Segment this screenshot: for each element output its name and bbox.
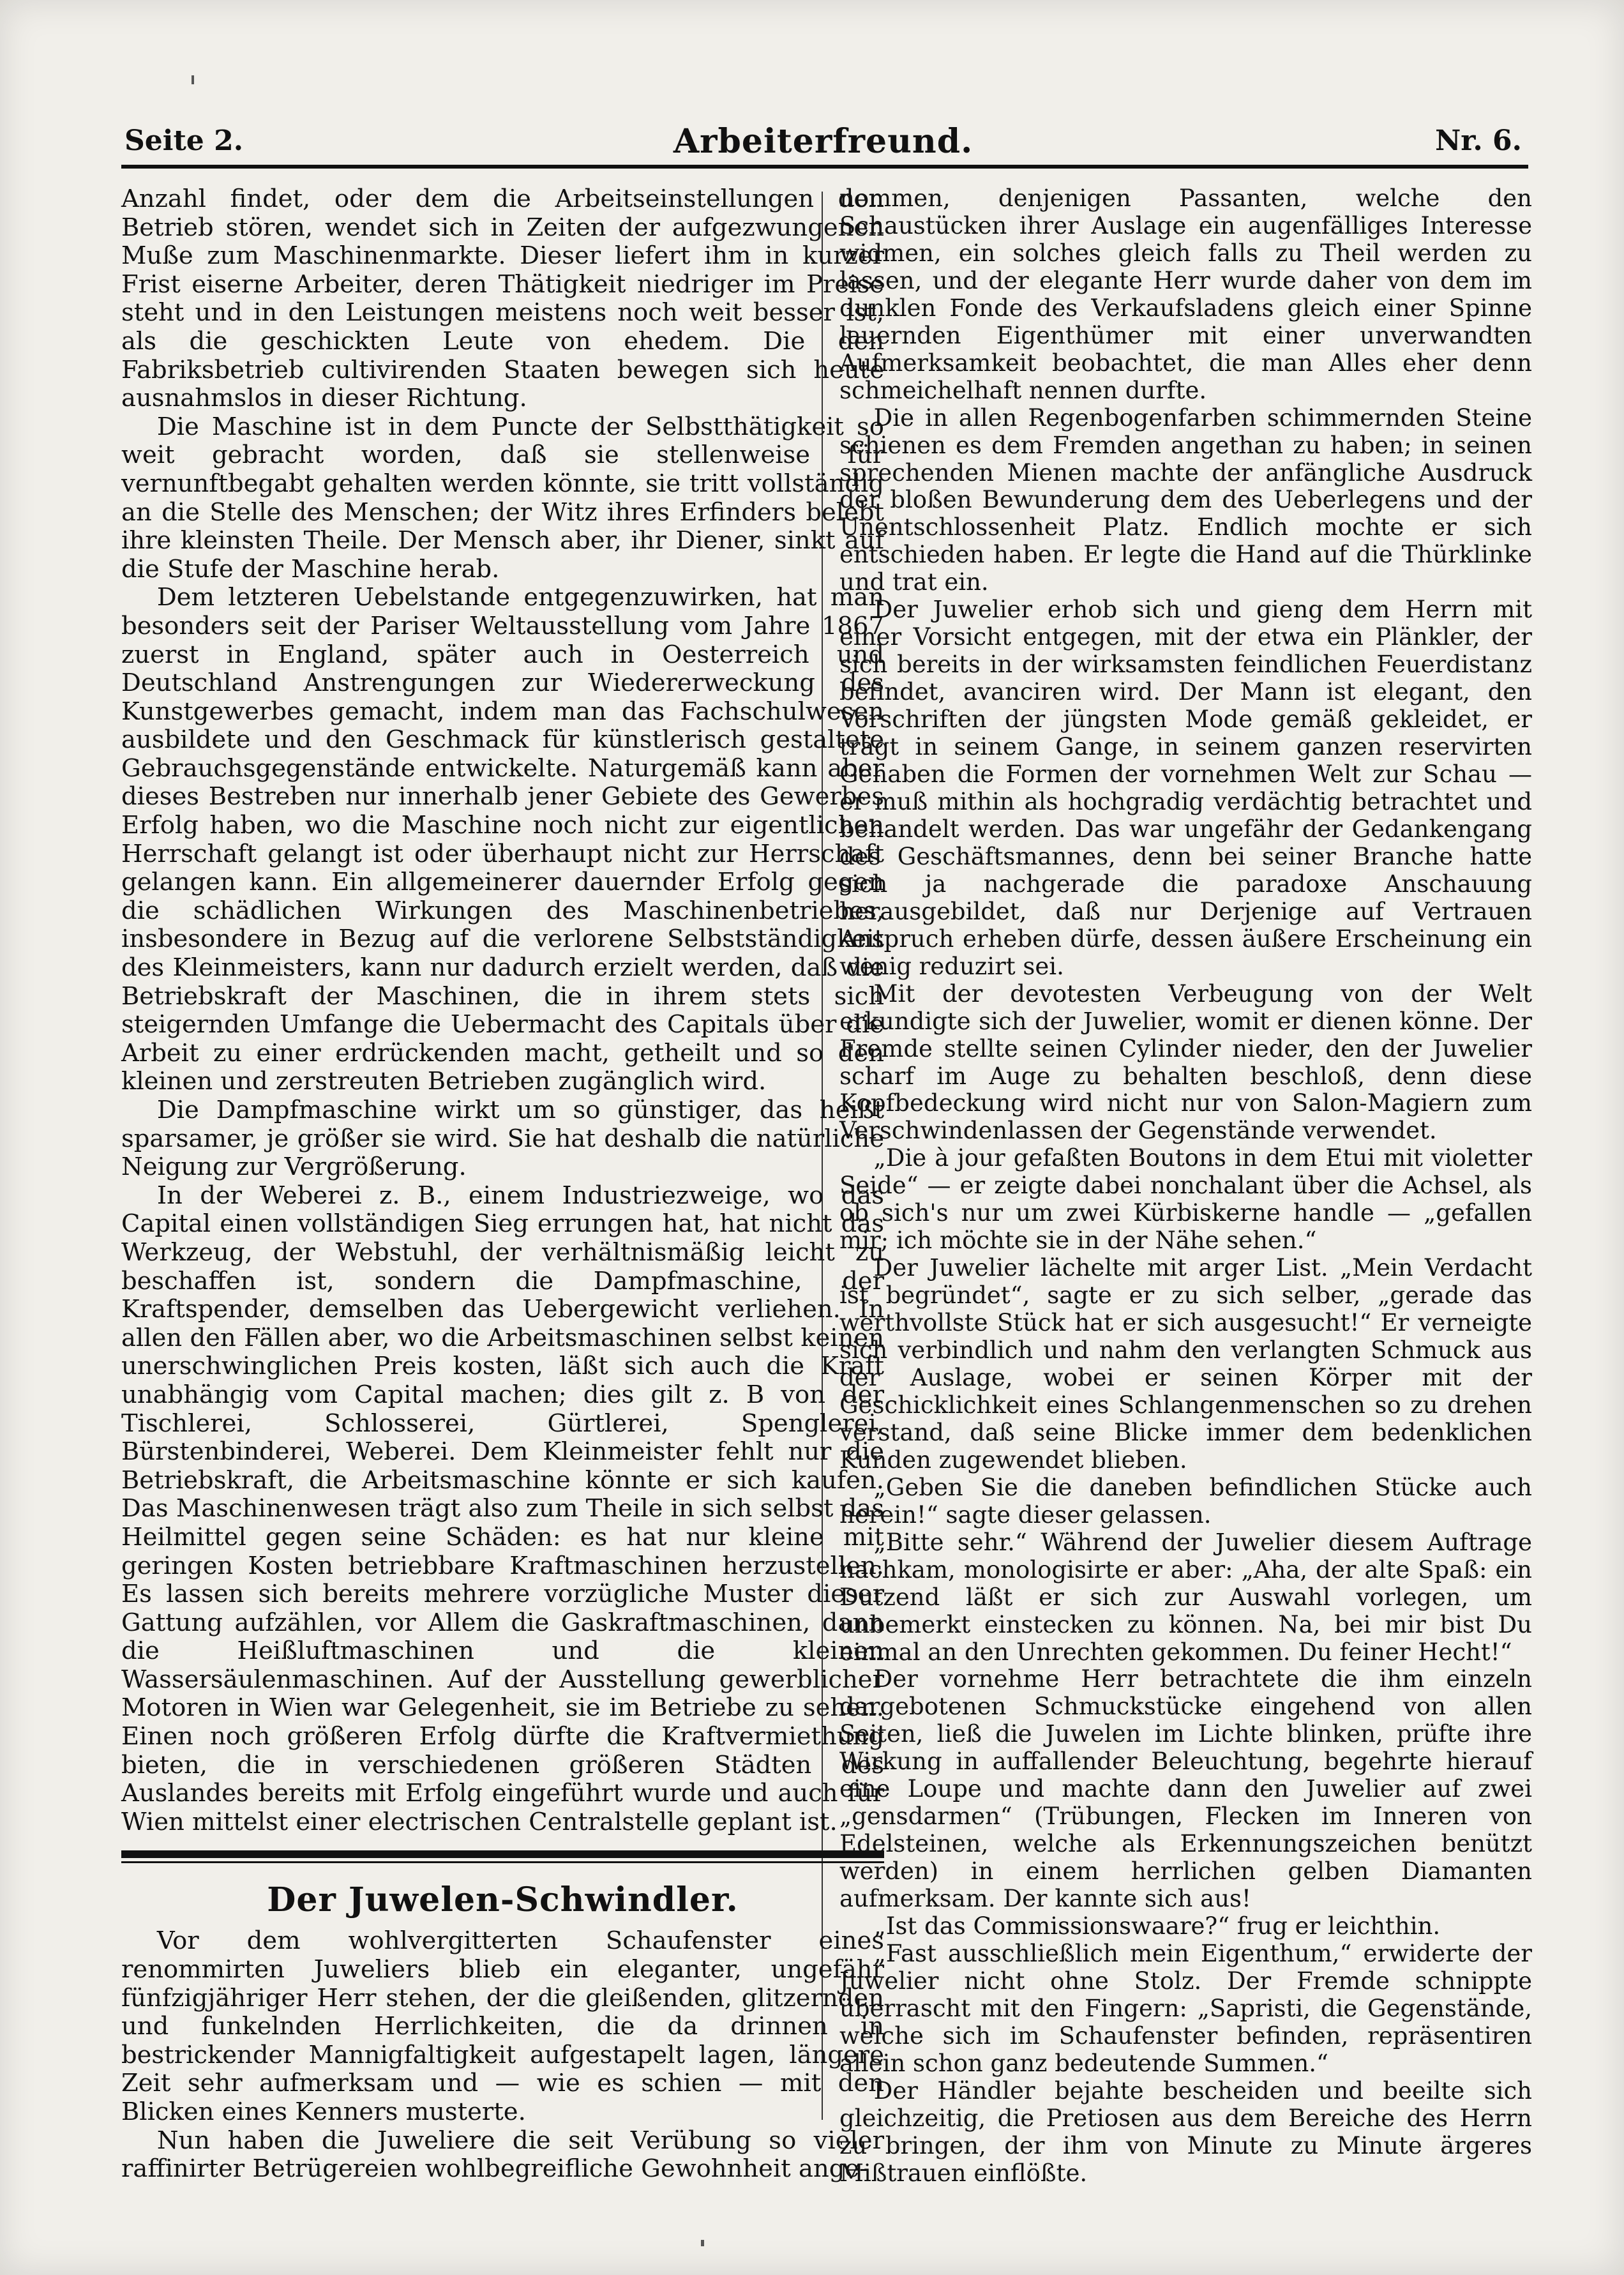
right-column — [839, 185, 1532, 2188]
paragraph: „Ist das Commissionswaare?“ frug er leichthin. — [873, 1912, 1441, 1940]
paragraph: Der Juwelier lächelte mit arger List. „Mein Verdacht ist begründet“, sagte er zu sich selber, „gerade das werthvollste Stück hat er sich ausgesucht!“ Er verneigte sich verbindlich und nahm den verlangten Schmuck aus der Auslage, wobei er seinen Körper mit der Geschicklichkeit eines Schlangenmenschen so zu drehen verstand, daß seine Blicke immer dem bedenklichen Kunden zugewendet blieben. — [839, 1254, 1532, 1474]
left-column — [121, 185, 884, 2184]
page-number: Seite 2. — [124, 125, 244, 157]
paragraph: Die Maschine ist in dem Puncte der Selbstthätigkeit so weit gebracht worden, daß sie stellenweise für vernunftbegabt gehalten werden könnte, sie tritt vollständig an die Stelle des Menschen; der Witz ihres Erfinders belebt ihre kleinsten Theile. Der Mensch aber, ihr Diener, sinkt auf die Stufe der Maschine herab. — [121, 412, 884, 584]
paragraph: „Geben Sie die daneben befindlichen Stücke auch herein!“ sagte dieser gelassen. — [839, 1473, 1532, 1529]
paragraph: Der Händler bejahte bescheiden und beeilte sich gleichzeitig, die Pretiosen aus dem Bereiche des Herrn zu bringen, der ihm von Minute zu Minute ärgeres Mißtrauen einflößte. — [839, 2076, 1532, 2187]
paragraph: In der Weberei z. B., einem Industriezweige, wo das Capital einen vollständigen Sieg errungen hat, hat nicht das Werkzeug, der Webstuhl, der verhältnismäßig leicht zu beschaffen ist, sondern die Dampfmaschine, der Kraftspender, demselben das Uebergewicht verliehen. In allen den Fällen aber, wo die Arbeitsmaschinen selbst keinen unerschwinglichen Preis kosten, läßt sich auch die Kraft unabhängig vom Capital machen; dies gilt z. B von der Tischlerei, Schlosserei, Gürtlerei, Spenglerei, Bürstenbinderei, Weberei. Dem Kleinmeister fehlt nur die Betriebskraft, die Arbeitsmaschine könnte er sich kaufen. Das Maschinenwesen trägt also zum Theile in sich selbst das Heilmittel gegen seine Schäden: es hat nur kleine mit geringen Kosten betriebbare Kraftmaschinen herzustellen. Es lassen sich bereits mehrere vorzügliche Muster dieser Gattung aufzählen, vor Allem die Gaskraftmaschinen, dann die Heißluftmaschinen und die kleinen Wassersäulenmaschinen. Auf der Ausstellung gewerblicher Motoren in Wien war Gelegenheit, sie im Betriebe zu sehen. Einen noch größeren Erfolg dürfte die Kraftvermiethung bieten, die in verschiedenen größeren Städten des Auslandes bereits mit Erfolg eingeführt wurde und auch für Wien mittelst einer electrischen Centralstelle geplant ist. — [121, 1181, 885, 1836]
paragraph: „Bitte sehr.“ Während der Juwelier diesem Auftrage nachkam, monologisirte er aber: „Aha, der alte Spaß: ein Dutzend läßt er sich zur Auswahl vorlegen, um unbemerkt einstecken zu können. Na, bei mir bist Du einmal an den Unrechten gekommen. Du feiner Hecht!“ — [839, 1528, 1532, 1666]
scan-speck — [192, 75, 194, 84]
paragraph: Nun haben die Juweliere die seit Verübung so vieler raffinirter Betrügereien wohlbegreifliche Gewohnheit ange- — [121, 2126, 884, 2184]
paragraph: nommen, denjenigen Passanten, welche den Schaustücken ihrer Auslage ein augenfälliges Interesse widmen, ein solches gleich falls zu Theil werden zu lassen, und der elegante Herr wurde daher von dem im dunklen Fonde des Verkaufsladens gleich einer Spinne lauernden Eigenthümer mit einer unverwandten Aufmerksamkeit beobachtet, die man Alles eher denn schmeichelhaft nennen durfte. — [839, 185, 1532, 404]
paragraph: Mit der devotesten Verbeugung von der Welt erkundigte sich der Juwelier, womit er dienen könne. Der Fremde stellte seinen Cylinder nieder, den der Juwelier scharf im Auge zu behalten beschloß, denn diese Kopfbedeckung wird nicht nur von Salon-Magiern zum Verschwindenlassen der Gegenstände verwendet. — [839, 979, 1532, 1145]
paragraph: „Fast ausschließlich mein Eigenthum,“ erwiderte der Juwelier nicht ohne Stolz. Der Fremde schnippte überrascht mit den Fingern: „Sapristi, die Gegenstände, welche sich im Schaufenster befinden, repräsentiren allein schon ganz bedeutende Summen.“ — [839, 1940, 1532, 2077]
paragraph: Der vornehme Herr betrachtete die ihm einzeln dargebotenen Schmuckstücke eingehend von allen Seiten, ließ die Juwelen im Lichte blinken, prüfte ihre Wirkung in auffallender Beleuchtung, begehrte hierauf eine Loupe und machte dann den Juwelier auf zwei „gensdarmen“ (Trübungen, Flecken im Inneren von Edelsteinen, welche als Erkennungszeichen benützt werden) in einem herrlichen gelben Diamanten aufmerksam. Der kannte sich aus! — [839, 1665, 1532, 1913]
issue-number: Nr. 6. — [1435, 125, 1522, 157]
header-rule — [121, 165, 1528, 169]
section-divider — [121, 1850, 884, 1863]
article-title: Der Juwelen-Schwindler. — [267, 1880, 739, 1920]
scan-speck — [701, 2240, 704, 2246]
paragraph: Anzahl findet, oder dem die Arbeitseinstellungen den Betrieb stören, wendet sich in Zeiten der aufgezwungenen Muße zum Maschinenmarkte. Dieser liefert ihm in kurzer Frist eiserne Arbeiter, deren Thätigkeit niedriger im Preise steht und in den Leistungen meistens noch weit besser ist, als die geschickten Leute von ehedem. Die den Fabriksbetrieb cultivirenden Staaten bewegen sich heute ausnahmslos in dieser Richtung. — [121, 185, 884, 413]
page-header — [124, 118, 1522, 163]
paragraph: „Die à jour gefaßten Boutons in dem Etui mit violetter Seide“ — er zeigte dabei nonchalant über die Achsel, als ob sich's nur um zwei Kürbiskerne handle — „gefallen mir; ich möchte sie in der Nähe sehen.“ — [839, 1144, 1532, 1255]
paragraph: Vor dem wohlvergitterten Schaufenster eines renommirten Juweliers blieb ein eleganter, ungefähr fünfzigjähriger Herr stehen, der die gleißenden, glitzernden und funkelnden Herrlichkeiten, die da drinnen in bestrickender Mannigfaltigkeit aufgestapelt lagen, längere Zeit sehr aufmerksam und — wie es schien — mit den Blicken eines Kenners musterte. — [121, 1926, 884, 2126]
masthead-title: Arbeiterfreund. — [673, 122, 974, 161]
paragraph: Der Juwelier erhob sich und gieng dem Herrn mit einer Vorsicht entgegen, mit der etwa ein Plänkler, der sich bereits in der wirksamsten feindlichen Feuerdistanz befindet, avanciren wird. Der Mann ist elegant, den Vorschriften der jüngsten Mode gemäß gekleidet, er trägt in seinem Gange, in seinem ganzen reservirten Gehaben die Formen der vornehmen Welt zur Schau — er muß mithin als hochgradig verdächtig betrachtet und behandelt werden. Das war ungefähr der Gedankengang des Geschäftsmannes, denn bei seiner Branche hatte sich ja nachgerade die paradoxe Anschauung herausgebildet, daß nur Derjenige auf Vertrauen Anspruch erheben dürfe, dessen äußere Erscheinung ein wenig reduzirt sei. — [839, 596, 1532, 980]
paragraph: Die in allen Regenbogenfarben schimmernden Steine schienen es dem Fremden angethan zu haben; in seinen sprechenden Mienen machte der anfängliche Ausdruck der bloßen Bewunderung dem des Ueberlegens und der Unentschlossenheit Platz. Endlich mochte er sich entschieden haben. Er legte die Hand auf die Thürklinke und trat ein. — [839, 404, 1532, 596]
paragraph: Die Dampfmaschine wirkt um so günstiger, das heißt sparsamer, je größer sie wird. Sie hat deshalb die natürliche Neigung zur Vergrößerung. — [121, 1096, 884, 1182]
paragraph: Dem letzteren Uebelstande entgegenzuwirken, hat man besonders seit der Pariser Weltausstellung vom Jahre 1867 zuerst in England, später auch in Oesterreich und Deutschland Anstrengungen zur Wiedererweckung des Kunstgewerbes gemacht, indem man das Fachschulwesen ausbildete und den Geschmack für künstlerisch gestaltete Gebrauchsgegenstände entwickelte. Naturgemäß kann aber dieses Bestreben nur innerhalb jener Gebiete des Gewerbes Erfolg haben, wo die Maschine noch nicht zur eigentlichen Herrschaft gelangt ist oder überhaupt nicht zur Herrschaft gelangen kann. Ein allgemeinerer dauernder Erfolg gegen die schädlichen Wirkungen des Maschinenbetriebes, insbesondere in Bezug auf die verlorene Selbstständigkeit des Kleinmeisters, kann nur dadurch erzielt werden, daß die Betriebskraft der Maschinen, die in ihrem stets sich steigernden Umfange die Uebermacht des Capitals über die Arbeit zu einer erdrückenden macht, getheilt und so den kleinen und zerstreuten Betrieben zugänglich wird. — [121, 583, 884, 1096]
